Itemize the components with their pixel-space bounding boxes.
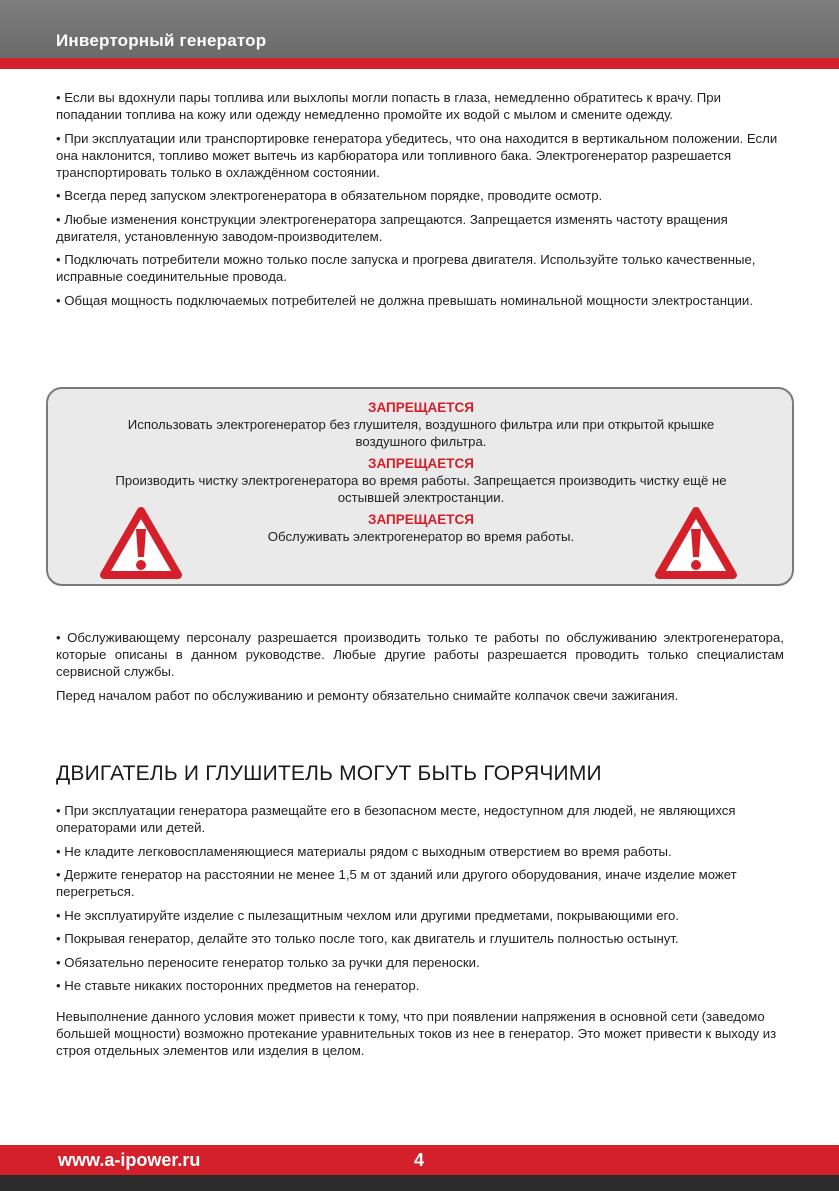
service-paragraph: • Обслуживающему персоналу разрешается производить только те работы по обслуживанию электрогенератора, которые описаны в данном руководстве. Любые другие работы разрешается проводить только специалистам сервисной службы. [56,630,784,679]
warning-body: Обслуживать электрогенератор во время работы. [267,529,575,544]
service-paragraph: Перед началом работ по обслуживанию и ремонту обязательно снимайте колпачок свечи зажигания. [56,687,679,703]
section-paragraph: • Держите генератор на расстоянии не менее 1,5 м от зданий или другого оборудования, иначе изделие может перегреться. [56,867,737,899]
footer-website-link[interactable]: www.a-ipower.ru [58,1150,201,1170]
footer-bottom-strip [0,1175,839,1191]
section-note: Невыполнение данного условия может привести к тому, что при появлении напряжения в основной сети (заведомо большей мощности) возможно протекание уравнительных токов из нее в генератор. Это может привести к выходу из строя отдельных элементов или изделия в целом. [56,1009,777,1058]
section-paragraph: • Не кладите легковоспламеняющиеся материалы рядом с выходным отверстием во время работы. [56,843,672,859]
intro-paragraph: • Всегда перед запуском электрогенератора в обязательном порядке, проводите осмотр. [56,188,603,203]
warning-heading: ЗАПРЕЩАЕТСЯ [368,512,474,527]
intro-section [56,89,784,315]
intro-paragraph: • Если вы вдохнули пары топлива или выхлопы могли попасть в глаза, немедленно обратитесь к врачу. При попадании топлива на кожу или одежду немедленно промойте их водой с мылом и смените одежду. [56,90,721,122]
warning-heading: ЗАПРЕЩАЕТСЯ [368,400,474,415]
section-paragraph: • Не эксплуатируйте изделие с пылезащитным чехлом или другими предметами, покрывающими его. [56,907,680,923]
intro-paragraph: • Общая мощность подключаемых потребителей не должна превышать номинальной мощности электростанции. [56,292,753,308]
hot-parts-section [56,802,784,1066]
section-paragraph: • При эксплуатации генератора размещайте его в безопасном месте, недоступном для людей, не являющихся операторами или детей. [56,803,736,835]
intro-paragraph: • При эксплуатации или транспортировке генератора убедитесь, что она находится в вертикальном положении. Если она наклонится, топливо может вытечь из карбюратора или топливного бака. Электрогенератор разрешается транспортировать только в охлаждённом состоянии. [56,130,778,180]
section-paragraph: • Не ставьте никаких посторонних предметов на генератор. [56,978,420,993]
page-header-title: Инверторный генератор [56,31,267,50]
service-section [56,629,784,710]
header-accent-stripe [0,58,839,69]
warning-heading: ЗАПРЕЩАЕТСЯ [368,456,474,471]
warning-body: Использовать электрогенератор без глушителя, воздушного фильтра или при открытой крышке воздушного фильтра. [127,417,715,449]
warning-triangle-icon [653,505,739,581]
section-paragraph: • Покрывая генератор, делайте это только после того, как двигатель и глушитель полностью остынут. [56,931,679,946]
warning-text [108,399,734,550]
warning-body: Производить чистку электрогенератора во время работы. Запрещается производить чистку ещё не остывшей электростанции. [115,473,727,505]
intro-paragraph: • Подключать потребители можно только после запуска и прогрева двигателя. Используйте только качественные, исправные соединительные провода. [56,252,756,284]
section-title: ДВИГАТЕЛЬ И ГЛУШИТЕЛЬ МОГУТ БЫТЬ ГОРЯЧИМИ [56,762,602,785]
section-paragraph: • Обязательно переносите генератор только за ручки для переноски. [56,954,480,970]
page-number: 4 [414,1150,425,1170]
intro-paragraph: • Любые изменения конструкции электрогенератора запрещаются. Запрещается изменять частоту вращения двигателя, установленную заводом-производителем. [56,211,728,244]
warning-box [46,387,794,586]
